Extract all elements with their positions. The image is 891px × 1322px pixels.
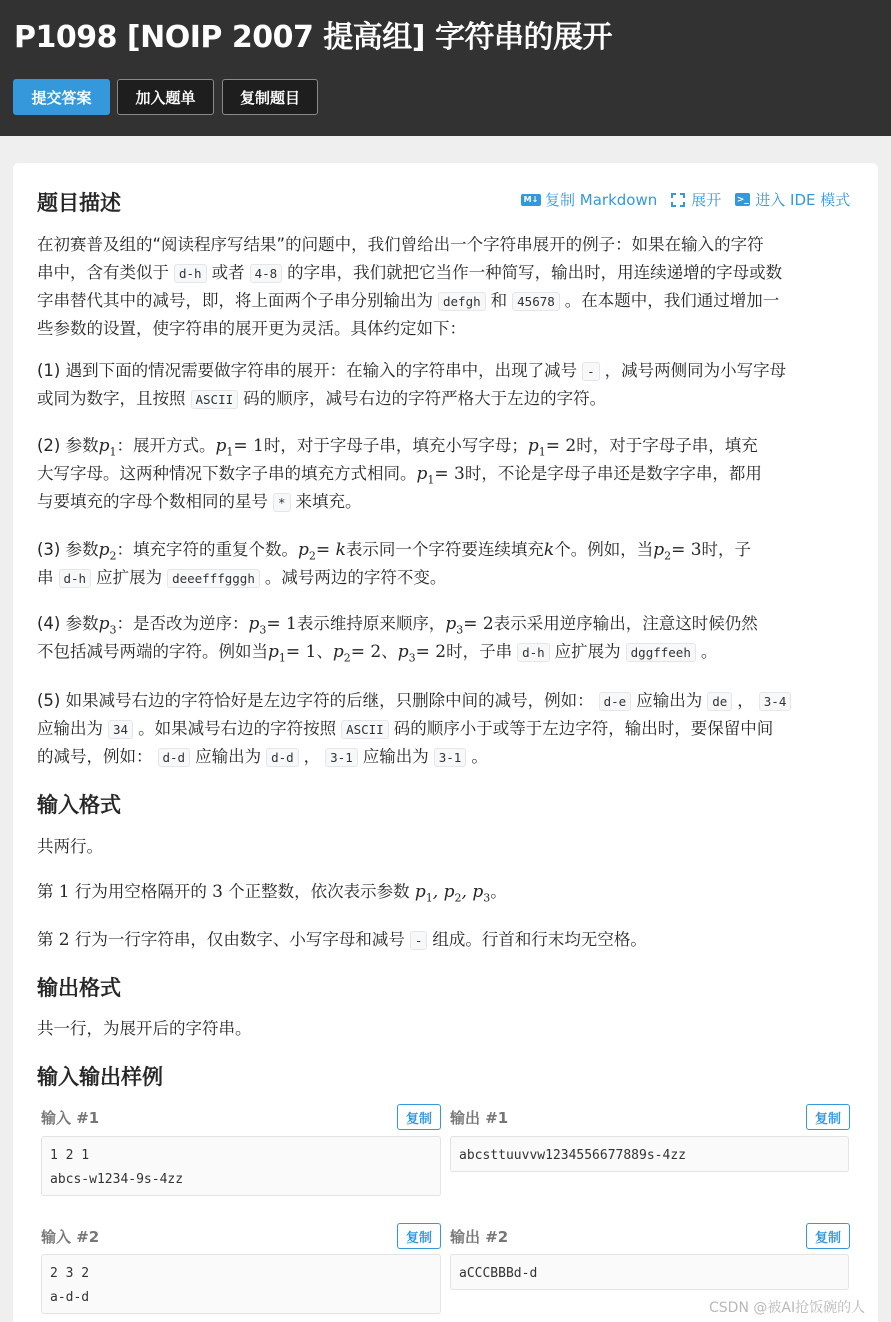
text: 串 — [37, 568, 54, 587]
text: 第 — [37, 930, 54, 949]
math: = 3 — [671, 540, 702, 560]
text: 和 — [490, 291, 508, 310]
expand-icon — [671, 193, 685, 207]
text-line — [37, 357, 855, 385]
text-line — [37, 687, 855, 715]
text: (3) 参数 — [37, 540, 99, 559]
text-line — [37, 460, 855, 488]
text-line: 共一行，为展开后的字符串。 — [37, 1019, 252, 1038]
input-format-p3 — [37, 926, 855, 954]
math: $p_1$ — [268, 642, 286, 665]
inline-code: d-d — [158, 748, 191, 767]
text-line — [37, 610, 855, 638]
text: 的字串，我们就把它当作一种简写，输出时，用连续递增的字母或数 — [287, 263, 783, 282]
math: $p_1$ — [215, 436, 234, 459]
text-line: 在初赛普及组的“阅读程序写结果”的问题中，我们曾给出一个字符串展开的例子：如果在输入的字符 — [37, 235, 764, 254]
output-format-p1 — [37, 1015, 855, 1043]
text: 。减号两边的字符不变。 — [264, 568, 447, 587]
math: = 3 — [434, 464, 465, 484]
text: 时，对于字母子串，填充小写字母； — [263, 436, 528, 455]
math: $p_3$ — [248, 614, 267, 637]
text-line — [37, 715, 855, 743]
sample-output-2[interactable]: aCCCBBBd-d — [450, 1254, 849, 1290]
text: 应扩展为 — [96, 568, 163, 587]
math: $p_1$ — [416, 464, 435, 487]
text: 与要填充的字母个数相同的星号 — [37, 492, 268, 511]
text: 时，对于字母子串，填充 — [576, 436, 758, 455]
inline-code: 34 — [108, 720, 133, 739]
text: 个。例如，当 — [554, 540, 654, 559]
math: $p_2$ — [298, 540, 316, 563]
text: 表示采用逆序输出，注意这时候仍然 — [493, 614, 758, 633]
desc-intro — [37, 231, 855, 343]
text: 串中，含有类似于 — [37, 263, 169, 282]
copy-problem-button[interactable]: 复制题目 — [222, 79, 318, 115]
math: = 2 — [463, 614, 494, 634]
text: 。 — [700, 642, 718, 661]
text: ：填充字符的重复个数。 — [116, 540, 299, 559]
copy-markdown-label: 复制 Markdown — [545, 191, 658, 209]
text: 时，子 — [701, 540, 752, 559]
text-line — [37, 743, 855, 771]
text: 表示同一个字符要连续填充 — [345, 540, 544, 559]
math: $p_2$ — [98, 540, 117, 563]
sample-output-1-label: 输出 #1 — [450, 1109, 509, 1127]
add-to-list-button[interactable]: 加入题单 — [117, 79, 214, 115]
text: 码的顺序小于或等于左边字符，输出时，要保留中间 — [393, 719, 774, 738]
text: (5) 如果减号右边的字符恰好是左边字符的后继，只删除中间的减号，例如： — [37, 691, 594, 710]
rule-3 — [37, 536, 855, 592]
math: = 1 — [233, 436, 264, 456]
text: 应输出为 — [195, 747, 262, 766]
expand-label: 展开 — [691, 191, 722, 209]
csdn-watermark: CSDN @被AI抢饭碗的人 — [709, 1300, 866, 1316]
text: 的减号，例如： — [37, 747, 153, 766]
text: ， — [303, 747, 321, 766]
inline-code: - — [410, 931, 428, 950]
inline-code: d-h — [174, 264, 207, 283]
text: 或同为数字，且按照 — [37, 389, 186, 408]
math: = 1 — [285, 642, 317, 662]
submit-answer-button[interactable]: 提交答案 — [13, 79, 110, 115]
text: 应输出为 — [362, 747, 429, 766]
math: = 1 — [266, 614, 297, 634]
input-format-p2 — [37, 878, 855, 906]
math: $p_1$ — [98, 436, 117, 459]
copy-input-1-button[interactable]: 复制 — [397, 1104, 441, 1130]
text-line: 些参数的设置，使字符串的展开更为灵活。具体约定如下： — [37, 319, 466, 338]
problem-header — [0, 0, 891, 136]
text: 行为用空格隔开的 — [74, 882, 207, 901]
rule-4 — [37, 610, 855, 666]
inline-code: defgh — [438, 292, 486, 311]
text-line — [37, 638, 855, 666]
text-line — [37, 536, 855, 564]
inline-code: 3-4 — [759, 692, 792, 711]
sample-output-2-label: 输出 #2 — [450, 1228, 509, 1246]
text: 来填充。 — [295, 492, 362, 511]
sample-input-2[interactable]: 2 3 2 a-d-d — [41, 1254, 441, 1314]
text: 时，子串 — [446, 642, 513, 661]
text: 表示维持原来顺序， — [296, 614, 446, 633]
terminal-icon: >_ — [736, 194, 749, 205]
text: 。如果减号右边的字符按照 — [138, 719, 337, 738]
inline-code: dggffeeh — [626, 643, 696, 662]
sample-input-1[interactable]: 1 2 1 abcs-w1234-9s-4zz — [41, 1136, 441, 1196]
text: (2) 参数 — [37, 436, 99, 455]
sample-input-1-label: 输入 #1 — [41, 1109, 100, 1127]
text-line — [37, 287, 855, 315]
text: (4) 参数 — [37, 614, 99, 633]
inline-code: * — [273, 493, 291, 512]
sample-input-2-label: 输入 #2 — [41, 1228, 100, 1246]
text: 。 — [471, 747, 488, 766]
inline-code: - — [582, 362, 600, 381]
inline-code: de — [707, 692, 732, 711]
math: 3 — [212, 882, 223, 902]
math: $p_2$ — [653, 540, 672, 563]
text: 码的顺序，减号右边的字符严格大于左边的字符。 — [243, 389, 607, 408]
text: 、 — [381, 642, 398, 661]
ide-mode-label: 进入 IDE 模式 — [755, 191, 851, 209]
text-line — [37, 385, 855, 413]
toolbar — [521, 189, 850, 210]
inline-code: 45678 — [512, 292, 560, 311]
math: $p_1$ — [527, 436, 546, 459]
text: 应输出为 — [636, 691, 703, 710]
inline-code: d-h — [59, 569, 92, 588]
math: $p_3$ — [445, 614, 464, 637]
text: 不包括减号两端的字符。例如当 — [37, 642, 268, 661]
markdown-icon: M↓ — [521, 194, 541, 206]
copy-input-2-button[interactable]: 复制 — [397, 1223, 441, 1249]
text: 行为一行字符串，仅由数字、小写字母和减号 — [74, 930, 405, 949]
text: 应输出为 — [37, 719, 103, 738]
math: = 2 — [545, 436, 577, 456]
math: $p_2$ — [332, 642, 351, 665]
math: = 2 — [415, 642, 447, 662]
page-title: P1098 [NOIP 2007 提高组] 字符串的展开 — [14, 20, 612, 55]
text-line — [37, 432, 855, 460]
text: (1) 遇到下面的情况需要做字符串的展开：在输入的字符串中，出现了减号 — [37, 361, 578, 380]
rule-1 — [37, 357, 855, 413]
text: ：是否改为逆序： — [116, 614, 249, 633]
text: ， — [737, 691, 754, 710]
samples-heading: 输入输出样例 — [37, 1065, 163, 1089]
sample-output-1[interactable]: abcsttuuvvw1234556677889s-4zz — [450, 1136, 849, 1172]
inline-code: 3-1 — [434, 748, 467, 767]
inline-code: 3-1 — [325, 748, 358, 767]
math: 2 — [58, 930, 70, 950]
math: $p_3$ — [98, 614, 117, 637]
text-line — [37, 878, 855, 906]
inline-code: 4-8 — [250, 264, 283, 283]
math: $p_1$, $p_2$, $p_3$ — [414, 882, 491, 905]
text: ：展开方式。 — [116, 436, 216, 455]
input-format-heading: 输入格式 — [37, 793, 121, 817]
inline-code: d-h — [517, 643, 550, 662]
text-line — [37, 564, 855, 592]
text: 大写字母。这两种情况下数字子串的填充方式相同。 — [37, 464, 417, 483]
text: 应扩展为 — [554, 642, 621, 661]
text: 字串替代其中的减号，即，将上面两个子串分别输出为 — [37, 291, 433, 310]
math: k — [543, 540, 555, 560]
text: 第 — [37, 882, 54, 901]
math: $p_3$ — [397, 642, 416, 665]
math: = — [315, 540, 336, 560]
output-format-heading: 输出格式 — [37, 976, 121, 1000]
inline-code: d-d — [266, 748, 299, 767]
text: 、 — [316, 642, 333, 661]
description-heading: 题目描述 — [37, 191, 121, 215]
rule-5 — [37, 687, 855, 771]
expand-link[interactable] — [671, 189, 721, 210]
math: 1 — [58, 882, 70, 902]
text: 。 — [490, 882, 507, 901]
math: = 2 — [350, 642, 382, 662]
text: ，减号两侧同为小写字母 — [604, 361, 787, 380]
inline-code: ASCII — [191, 390, 239, 409]
text-line — [37, 926, 855, 954]
text: 。在本题中，我们通过增加一 — [564, 291, 780, 310]
rule-2 — [37, 432, 855, 516]
inline-code: ASCII — [341, 720, 389, 739]
copy-markdown-link[interactable] — [521, 189, 657, 210]
inline-code: d-e — [599, 692, 632, 711]
copy-output-1-button[interactable]: 复制 — [806, 1104, 850, 1130]
ide-mode-link[interactable] — [735, 189, 850, 210]
text-line: 共两行。 — [37, 837, 103, 856]
text: 或者 — [211, 263, 245, 282]
copy-output-2-button[interactable]: 复制 — [806, 1223, 850, 1249]
text-line — [37, 488, 855, 516]
input-format-p1 — [37, 833, 855, 861]
text: 时，不论是字母子串还是数字字串，都用 — [464, 464, 762, 483]
math: k — [335, 540, 346, 560]
text-line — [37, 259, 855, 287]
text: 个正整数，依次表示参数 — [228, 882, 410, 901]
text: 组成。行首和行末均无空格。 — [432, 930, 647, 949]
inline-code: deeefffgggh — [167, 569, 260, 588]
